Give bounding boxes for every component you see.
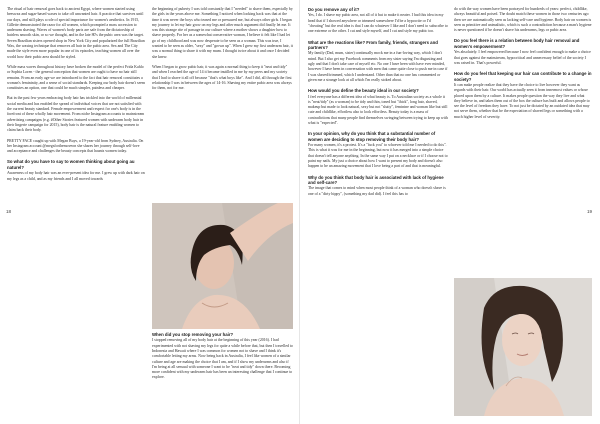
body-paragraph: While mass waves throughout history have broken the model of the perfect Frida Kahlo or Sophia Loren - the general conception that women are ought to have no hair still remains. From an early age we are introduced to the fact that hair removal constitutes a woman's femininity, and a sense of social standards. Keeping our body hair doesn't seem constitutes an option, one that could be much simpler, painless and cheaper. [7,64,146,91]
answer-paragraph: My family (Dad, mum, sister) continually mock me in a fun-loving way, which I don't mind. But I also get my Facebook comments from my sister saying I'm disgusting and ugly and that I don't take care of myself etc. No one I have been with have ever minded, however I have been in conversation with men that came quite close to push me in case if I was shaved/trimmed, which I understand. Other than that no one has commented or given me a strange look at all which I'm really stoked about. [308,51,448,82]
right-column-1 [308,7,448,202]
right-page [300,0,600,424]
question-heading: Do you remove any of it? [308,7,360,12]
photo-right-woman-portrait-icon [454,278,592,416]
answer-paragraph: do with the way women have been portrayed for hundreds of years: perfect, childlike, always beautiful and poised. The doubt match these women in those two centuries ago then we are automatically seen as lacking self-care and hygiene. Body hair on women is seen as primitive and animalistic, which is such a contradiction because a man's hygiene is never questioned if he doesn't shave his underarms, legs or pubic area. [454,7,592,33]
photo-left-woman-raising-arm-icon [152,203,293,329]
page-number-right: 19 [587,209,593,214]
photo-left [152,203,293,329]
page-number-left: 18 [6,209,12,214]
question-heading: Why do you think that body hair is associated with lack of hygiene and self-care? [308,174,444,186]
question-heading: In your opinion, why do you think that a substantial number of women are deciding to stop removing their body hair? [308,131,436,142]
answer-paragraph: Yes, I do. I shave my pubic area, not all of it but to make it neater. I had this idea in my head that if I showed anywhere or trimmed somewhere I'd be a hypocrite or I'd "cheating" but the real idea is that I can do whatever I like and I don't need to subscribe to one extreme or the other. I cut and style myself, and I cut and style my pubic too. [308,13,448,34]
question-heading: How do you feel that keeping our hair can contribute to a change in society? [454,71,592,82]
question-heading: What are the reactions like? From family, friends, strangers and partners? [308,39,438,50]
interview-intro: PRETTY FACE caught up with Megan Buys, a 19-year-old from Sydney, Australia. On her Instagram account @megsforthemoveon she shares her journey through self-love and acceptance and challenges the beauty concepts that haunts women today. [7,138,144,154]
answer-paragraph: The image that comes to mind when most people think of a woman who doesn't shave is one of a "dirty hippy", (something my dad did). I feel this has to [308,186,446,196]
answer-paragraph: Awareness of my body hair was an ever-present idea for me. I grew up with dark hair on my legs as a child, and as my friends and I all moved towards [7,171,145,181]
right-column-2 [454,7,592,125]
question-heading: When did you stop removing your hair? [152,332,234,337]
question-heading: So what do you have to say to women thinking about going au naturel? [7,159,135,170]
answer-paragraph: the beginning of puberty I was told constantly that I "needed" to shave them, especially by the girls in the years above me. Something I noticed when looking back was that at the time it was never the boys who teased me or pressured me, but always other girls. I began my journey to let my hair grow on my legs and after much argument did finally let me. It was this strange rite of passage in our culture where a mother shows a daughter how to shave properly. For her as a somewhat conservative woman, I believe it felt like I had let go of my childhood and was now desperate to be seen as a woman. This was true, I wanted to be seen as older, "sexy" and "grown up". When I grew my first underarm hair, it was a normal thing to share it with my mum. I thought twice about it and once I decided she knew. [152,7,293,59]
answer-paragraph: I stopped removing all of my body hair at the beginning of this year (2016). I had experimented with not shaving my legs for quite a while before that, but then I travelled to Indonesia and Hawaii where I was common for women not to shave and I think it's comfortable letting my arms. Now being back in Australia, I feel like women of a similar culture and age are making the choice that I am, and if I show my underarms and also if I'm being at all sensual with someone I want to be "neat and tidy" down there. Becoming more confident with my underarm hair has been an interesting challenge that I continue to explore. [152,338,293,380]
answer-paragraph: For many women, it's a protest. It's a "fuck you" to whoever told me I needed to do this". This is what it was for me in the beginning, but now it has merged into a simple choice that doesn't tell anyone anything. In the same way I put on a necklace or if I choose not to paint my nails. My just a choice about how I want to present my body and doesn't also happen to be an amazing movement that I love being a part of and that is meaningful. [308,143,448,169]
left-column-2 [152,7,293,96]
answer-paragraph: When I began to grow pubic hair, it was again a normal thing to keep it "neat and tidy" and when I reached the age of 14 it became instilled in me by my peers and my society that I had to shave it all off because "that's what boys like". And I did, all through the first relationship I was in between the ages of 14-16. Shaving my entire pubic area was always for them, not for me. [152,64,292,91]
body-paragraph: But in the past few years embracing body hair has trickled into the world of millennial social media and has enabled the spread of individual voices that are not satisfied with the current beauty standard. Female empowerment and respect for one's body is in the forefront of these wholly hair movement. From niche Instagram accounts to mainstream advertising campaigns (e.g. #Other Stories featured women with underarm body hair in their lingerie campaign for 2015), body hair is the natural feature enabling women to claim back their body. [7,96,145,133]
answer-paragraph: Yes absolutely. I feel empowered because I now feel confident enough to make a choice that goes against the mainstream, hypocritical and unnecessary belief of the society I was raised in. That's powerful. [454,50,591,65]
photo-right [454,278,592,416]
question-heading: How would you define the beauty ideal in our society? [308,88,419,94]
intro-paragraph: The ritual of hair removal goes back to ancient Egypt, where women started using beeswax and sugar-based waxes to take off unwanted hair. A practice that survives until our days, and still plays a role of special importance for women's aesthetics. In 1915, Gillette demonstrated the razor for all women, which prompted a mass accession to underarm shaving. Waves of women's body parts are safe from the dictatorship of hairless smooth skin, or so we thought, and in the late 80's the pubic area was the target. Seven Brazilian sisters opened shop in New York City and popularized the full Brazilian Wax, the waxing technique that removes all hair in the pubic area. Sex and The City made the style even more popular in one of its episodes, teaching women all over the world how their pubic area should be styled. [7,7,145,59]
left-column-1 [7,7,146,187]
answer-paragraph: I feel everyone has a different idea of what beauty is. To Australian society as a whole it is "neat/tidy" (as a woman) to be tidy and thin, toned but "thick", long hair, shaved, makeup but made to look natural, sexy but not "slutty", feminine and woman like but still cute and childlike, effortless also to look effortless. Beauty today is a mass of contradictions that many people find themselves swinging between trying to keep up with what is "expected". [308,94,448,126]
answer-paragraph: It can make people realize that they have the choice to live however they want as regards with their hair. Our world has actually seen it from innermost values or whose placed upon them by a culture. It makes people question the way they live and what they believe in, and takes them out of the box the culture has built and allows people to see the level of freedom they have. To not just be dictated by an outdated idea that may not serve them, whether that be the expectation of shaved legs or something with a much higher level of severity. [454,83,590,119]
left-column-2-lower [152,332,293,386]
question-heading: Do you feel there is a relation between body hair removal and women's empowerment? [454,38,580,49]
